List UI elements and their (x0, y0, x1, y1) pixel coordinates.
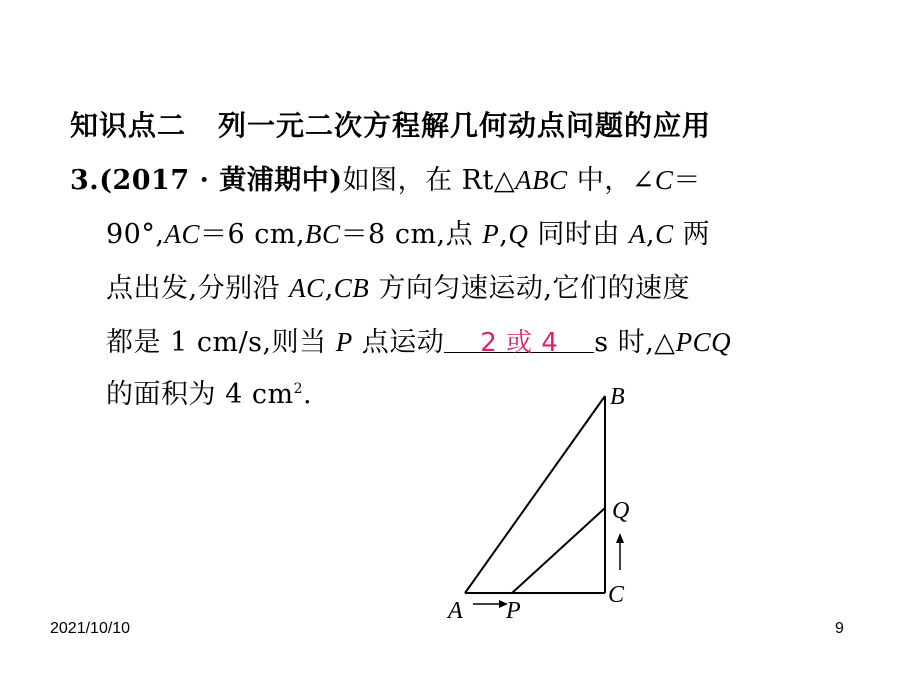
arrow-head-up (616, 533, 624, 543)
section-heading (70, 104, 711, 144)
problem-line-2: 90°,AC＝6 cm,BC＝8 cm,点 P,Q 同时由 A,C 两 (106, 219, 711, 250)
problem-line-1: 3.(2017 · 黄浦期中)如图，在 Rt△ABC 中，∠C＝ (70, 165, 701, 196)
problem-line-5: 的面积为 4 $cm^2$. (106, 379, 313, 410)
segment-pq (512, 508, 605, 593)
label-p: P (506, 598, 521, 624)
footer-date: 2021/10/10 (50, 620, 131, 637)
side-ab (465, 396, 605, 593)
answer-text: 2 或 4 (480, 328, 559, 358)
problem-source: (2017 · 黄浦期中) (99, 165, 343, 196)
section-title: 列一元二次方程解几何动点问题的应用 (218, 109, 712, 142)
problem-line-4: 都是 1 cm/s,则当 P 点运动 2 或 4 s 时,△PCQ (106, 320, 731, 359)
answer-blank (444, 322, 594, 358)
problem-number: 3. (70, 165, 100, 196)
label-q: Q (612, 498, 630, 524)
label-b: B (610, 384, 625, 410)
triangle-figure (440, 378, 660, 628)
section-label: 知识点二 (70, 109, 187, 142)
page-number: 9 (835, 620, 844, 637)
label-c: C (608, 582, 625, 608)
problem-line-3: 点出发,分别沿 AC,CB 方向匀速运动,它们的速度 (106, 273, 690, 304)
label-a: A (448, 598, 463, 624)
